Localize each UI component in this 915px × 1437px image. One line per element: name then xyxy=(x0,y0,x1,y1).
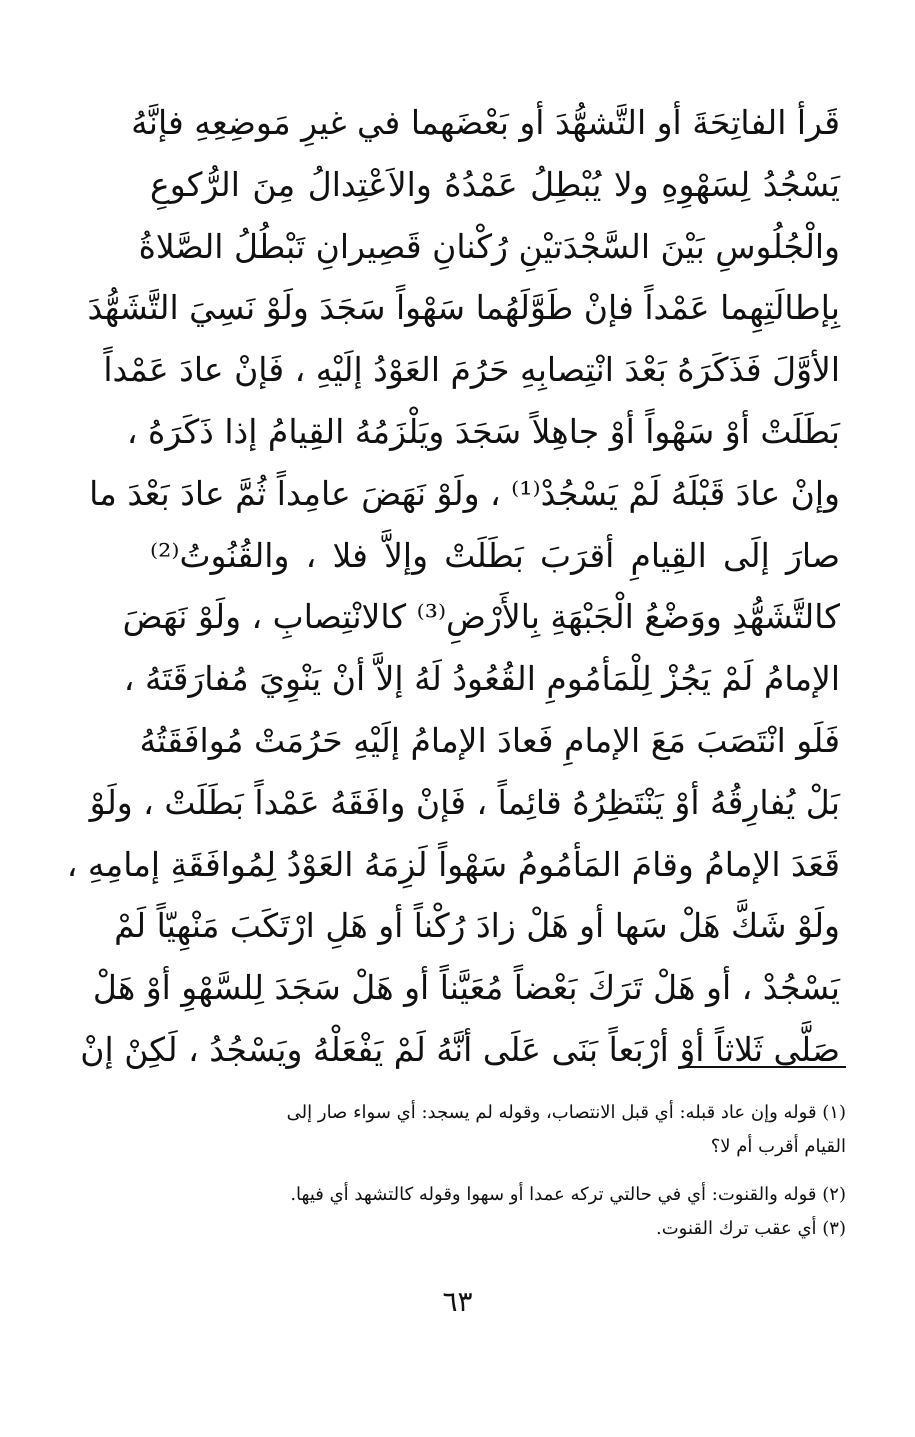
footnote-2: (٢) قوله والقنوت: أي في حالتي تركه عمدا أو سهوا وقوله كالتشهد أي فيها. xyxy=(290,1184,846,1205)
footnotes xyxy=(150,1096,846,1246)
text-line: قَعَدَ الإمامُ وقامَ المَأمُومُ سَهْواً لَزِمَهُ العَوْدُ لِمُوافَقَةِ إمامِهِ ، xyxy=(66,844,840,884)
main-text xyxy=(66,92,840,1081)
text-line: بِإطالَتِهِما عَمْداً فإنْ طَوَّلَهُما سَهْواً سَجَدَ ولَوْ نَسِيَ التَّشَهُّدَ xyxy=(87,288,840,328)
footnote-separator xyxy=(686,1066,846,1068)
text-line: يَسْجُدُ لِسَهْوِهِ ولا يُبْطِلُ عَمْدُهُ والاَعْتِدالُ مِنَ الرُّكوعِ xyxy=(150,164,840,204)
page-number: ٦٣ xyxy=(442,1285,473,1318)
text-line: الإمامُ لَمْ يَجُزْ لِلْمَأمُومِ القُعُودُ لَهُ إلاَّ أنْ يَنْوِيَ مُفارَقَتَهُ ، xyxy=(123,659,840,699)
footnote-1-continued: القيام أقرب أم لا؟ xyxy=(710,1136,846,1157)
text-line: صَلَّى ثَلاثاً أوْ أرْبَعاً بَنَى عَلَى أنَّهُ لَمْ يَفْعَلْهُ ويَسْجُدُ ، لَكِنْ إنْ xyxy=(80,1029,840,1069)
text-line: قَرأ الفاتِحَةَ أو التَّشهُّدَ أو بَعْضَهما في غيرِ مَوضِعِهِ فإنَّهُ xyxy=(131,103,840,142)
text-line: بَطَلَتْ أوْ سَهْواً أوْ جاهِلاً سَجَدَ ويَلْزَمُهُ القِيامُ إذا ذَكَرَهُ ، xyxy=(126,411,840,451)
text-line: والْجُلُوسِ بَيْنَ السَّجْدَتيْنِ رُكْنانِ قَصِيرانِ تَبْطُلُ الصَّلاةُ xyxy=(138,226,840,266)
text-line: وإنْ عادَ قَبْلَهُ لَمْ يَسْجُدْ⁽¹⁾ ، ولَوْ نَهَضَ عامِداً ثُمَّ عادَ بَعْدَ ما xyxy=(89,473,840,513)
text-line: يَسْجُدْ ، أو هَلْ تَرَكَ بَعْضاً مُعَيَّناً أو هَلْ سَجَدَ لِلسَّهْوِ أوْ هَلْ xyxy=(92,968,840,1008)
text-line: صارَ إلَى القِيامِ أقرَبَ بَطَلَتْ وإلاَّ فلا ، والقُنُوتُ⁽²⁾ xyxy=(150,535,840,575)
text-line: الأوَّلَ فَذَكَرَهُ بَعْدَ انْتِصابِهِ حَرُمَ العَوْدُ إلَيْهِ ، فَإنْ عادَ عَمْداً xyxy=(103,350,840,390)
text-line: بَلْ يُفارِقُهُ أوْ يَنْتَظِرُهُ قائِماً ، فَإنْ وافَقَهُ عَمْداً بَطَلَتْ ، ولَوْ xyxy=(89,782,840,822)
footnote-3: (٣) أي عقب ترك القنوت. xyxy=(656,1218,846,1239)
footnote-1: (١) قوله وإن عاد قبله: أي قبل الانتصاب، وقوله لم يسجد: أي سواء صار إلى xyxy=(286,1102,846,1123)
text-line: كالتَّشَهُّدِ ووَضْعُ الْجَبْهَةِ بِالأَرْضِ⁽³⁾ كالانْتِصابِ ، ولَوْ نَهَضَ xyxy=(122,597,840,637)
text-line: فَلَو انْتَصَبَ مَعَ الإمامِ فَعادَ الإمامُ إلَيْهِ حَرُمَتْ مُوافَقَتُهُ xyxy=(139,720,840,760)
text-line: ولَوْ شَكَّ هَلْ سَها أو هَلْ زادَ رُكْناً أو هَلِ ارْتَكَبَ مَنْهِيّاً لَمْ xyxy=(114,906,840,946)
